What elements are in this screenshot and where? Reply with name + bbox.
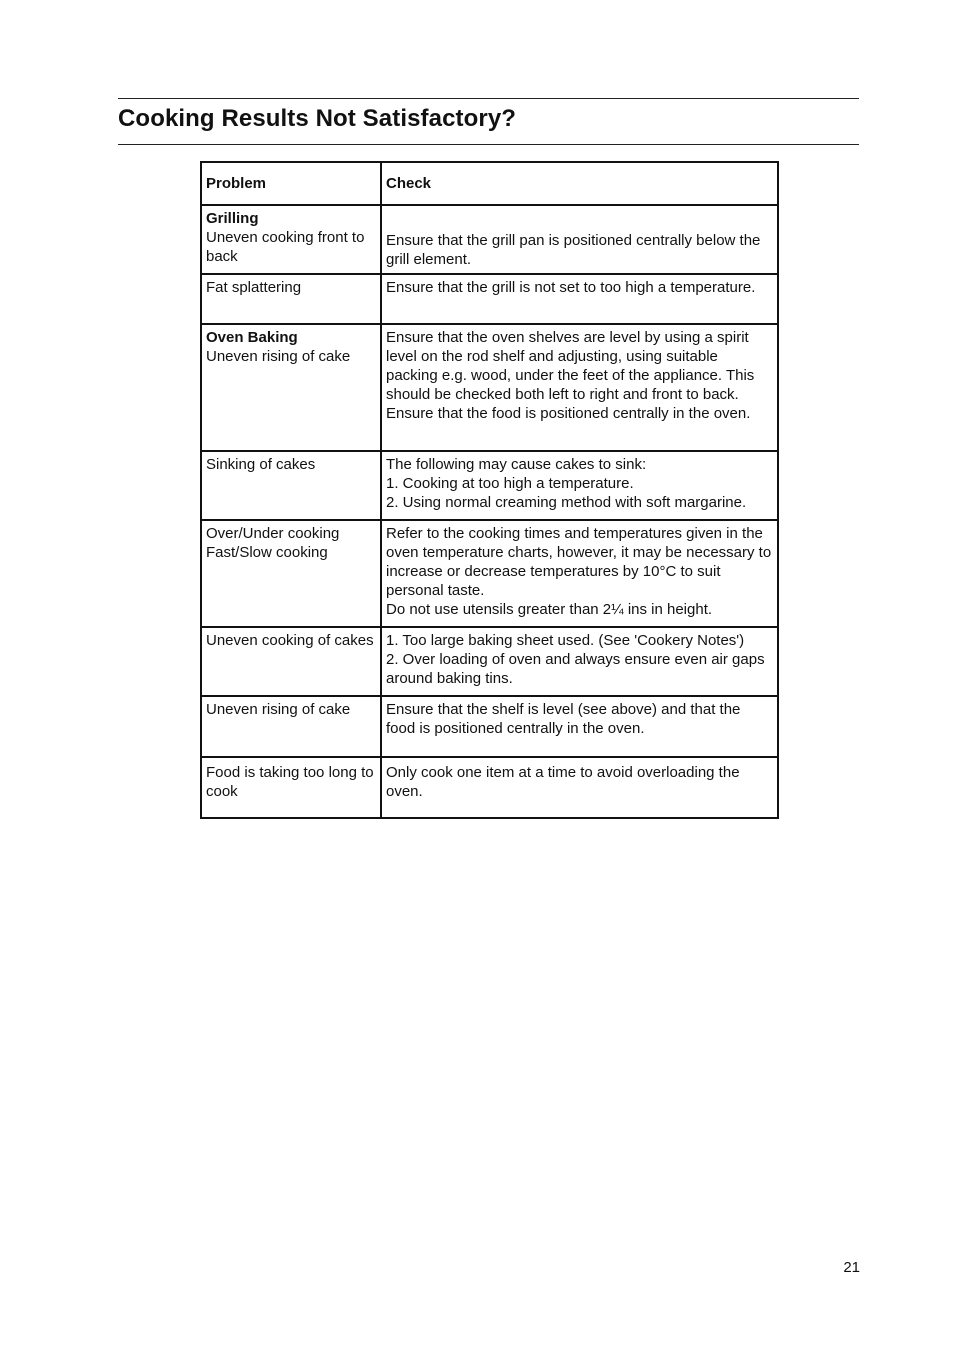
table-row (201, 451, 778, 520)
check-text: Refer to the cooking times and temperatures given in the oven temperature charts, however, it may be necessary to increase or decrease temperatures by 10°C to suit personal taste. (386, 525, 772, 599)
problem-cell (201, 205, 381, 274)
title-rule-bottom (118, 144, 859, 145)
check-text: Ensure that the oven shelves are level by using a spirit level on the rod shelf and adjusting, using suitable packing e.g. wood, under the feet of the appliance. This should be checked both left to right and front to back. Ensure that the food is positioned centrally in the oven. (386, 329, 755, 422)
column-header-problem: Problem (201, 162, 381, 205)
check-cell (381, 757, 778, 818)
title-rule-top (118, 98, 859, 99)
problem-cell (201, 696, 381, 757)
column-header-check: Check (381, 162, 778, 205)
table-row (201, 274, 778, 324)
troubleshooting-table (200, 161, 779, 819)
problem-cell (201, 451, 381, 520)
problem-text: Uneven rising of cake (206, 701, 351, 718)
check-cell (381, 324, 778, 451)
check-text: 2. Over loading of oven and always ensure even air gaps around baking tins. (386, 651, 765, 687)
check-cell (381, 451, 778, 520)
problem-cell (201, 274, 381, 324)
problem-cell (201, 627, 381, 696)
problem-text: Sinking of cakes (206, 456, 316, 473)
problem-text: Uneven cooking front to back (206, 229, 365, 265)
problem-cell (201, 520, 381, 627)
check-cell (381, 520, 778, 627)
check-text: The following may cause cakes to sink: (386, 456, 647, 473)
problem-text: Over/Under cooking (206, 525, 340, 542)
check-text: Ensure that the grill pan is positioned centrally below the grill element. (386, 232, 761, 268)
table-row (201, 324, 778, 451)
page-title: Cooking Results Not Satisfactory? (118, 105, 517, 132)
check-text: 1. Too large baking sheet used. (See 'Cookery Notes') (386, 632, 745, 649)
problem-text: Fat splattering (206, 279, 302, 296)
section-heading: Grilling (206, 210, 259, 227)
check-text: Do not use utensils greater than 2¼ ins in height. (386, 601, 713, 618)
table-row (201, 205, 778, 274)
check-text: 1. Cooking at too high a temperature. (386, 475, 634, 492)
problem-text: Uneven cooking of cakes (206, 632, 374, 649)
check-cell (381, 696, 778, 757)
check-cell (381, 205, 778, 274)
check-text: Ensure that the shelf is level (see above) and that the food is positioned centrally in the oven. (386, 701, 741, 737)
check-text: Only cook one item at a time to avoid overloading the oven. (386, 764, 740, 800)
check-cell (381, 627, 778, 696)
check-cell (381, 274, 778, 324)
table-row (201, 757, 778, 818)
section-heading: Oven Baking (206, 329, 298, 346)
table-header-row (201, 162, 778, 205)
table-row (201, 520, 778, 627)
check-text: Ensure that the grill is not set to too high a temperature. (386, 279, 756, 296)
problem-text: Food is taking too long to cook (206, 764, 374, 800)
problem-cell (201, 324, 381, 451)
problem-text: Fast/Slow cooking (206, 544, 328, 561)
page-number: 21 (843, 1259, 860, 1276)
table-row (201, 696, 778, 757)
problem-cell (201, 757, 381, 818)
problem-text: Uneven rising of cake (206, 348, 351, 365)
table-row (201, 627, 778, 696)
check-text: 2. Using normal creaming method with soft margarine. (386, 494, 747, 511)
